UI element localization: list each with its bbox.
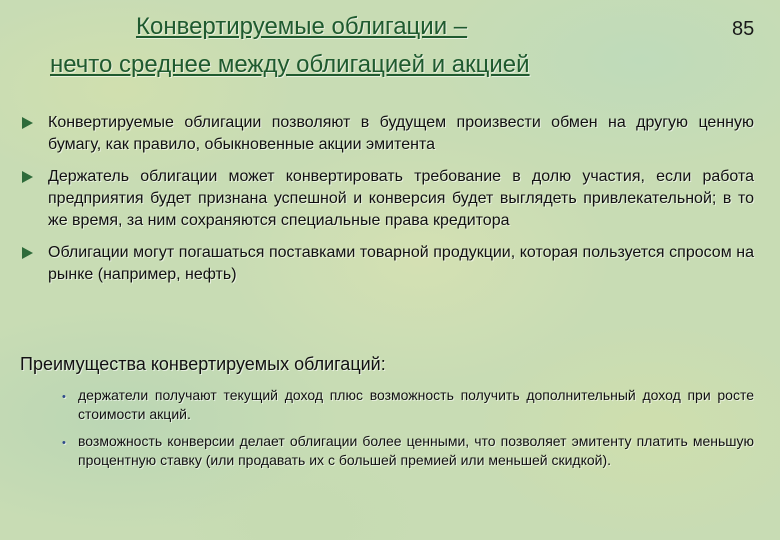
advantage-text: держатели получают текущий доход плюс возможность получить дополнительный доход при росте стоимости акций. [78,387,754,422]
main-bullet-list [20,112,754,296]
title-line-1: Конвертируемые облигации – [136,13,468,40]
advantages-list [60,386,754,478]
list-item [60,386,754,424]
arrow-bullet-icon [22,117,33,129]
advantages-heading: Преимущества конвертируемых облигаций: [20,354,386,374]
page-number: 85 [732,18,755,40]
advantage-text: возможность конверсии делает облигации более ценными, что позволяет эмитенту платить меньшую процентную ставку (или продавать их с большей премией или меньшей скидкой). [78,433,754,468]
title-line-2: нечто среднее между облигацией и акцией [50,51,530,78]
arrow-bullet-icon [22,171,33,183]
arrow-bullet-icon [22,247,33,259]
bullet-text: Облигации могут погашаться поставками товарной продукции, которая пользуется спросом на рынке (например, нефть) [48,244,754,283]
list-item [20,112,754,156]
dot-bullet-icon: • [62,391,66,403]
list-item [20,166,754,232]
list-item [20,242,754,286]
list-item [60,432,754,470]
dot-bullet-icon: • [62,437,66,449]
bullet-text: Держатель облигации может конвертировать требование в долю участия, если работа предприятия будет признана успешной и конверсия будет выглядеть привлекательной; в то же время, за ним сохраняются специальные права кредитора [48,168,754,229]
bullet-text: Конвертируемые облигации позволяют в будущем произвести обмен на другую ценную бумагу, как правило, обыкновенные акции эмитента [48,114,754,153]
